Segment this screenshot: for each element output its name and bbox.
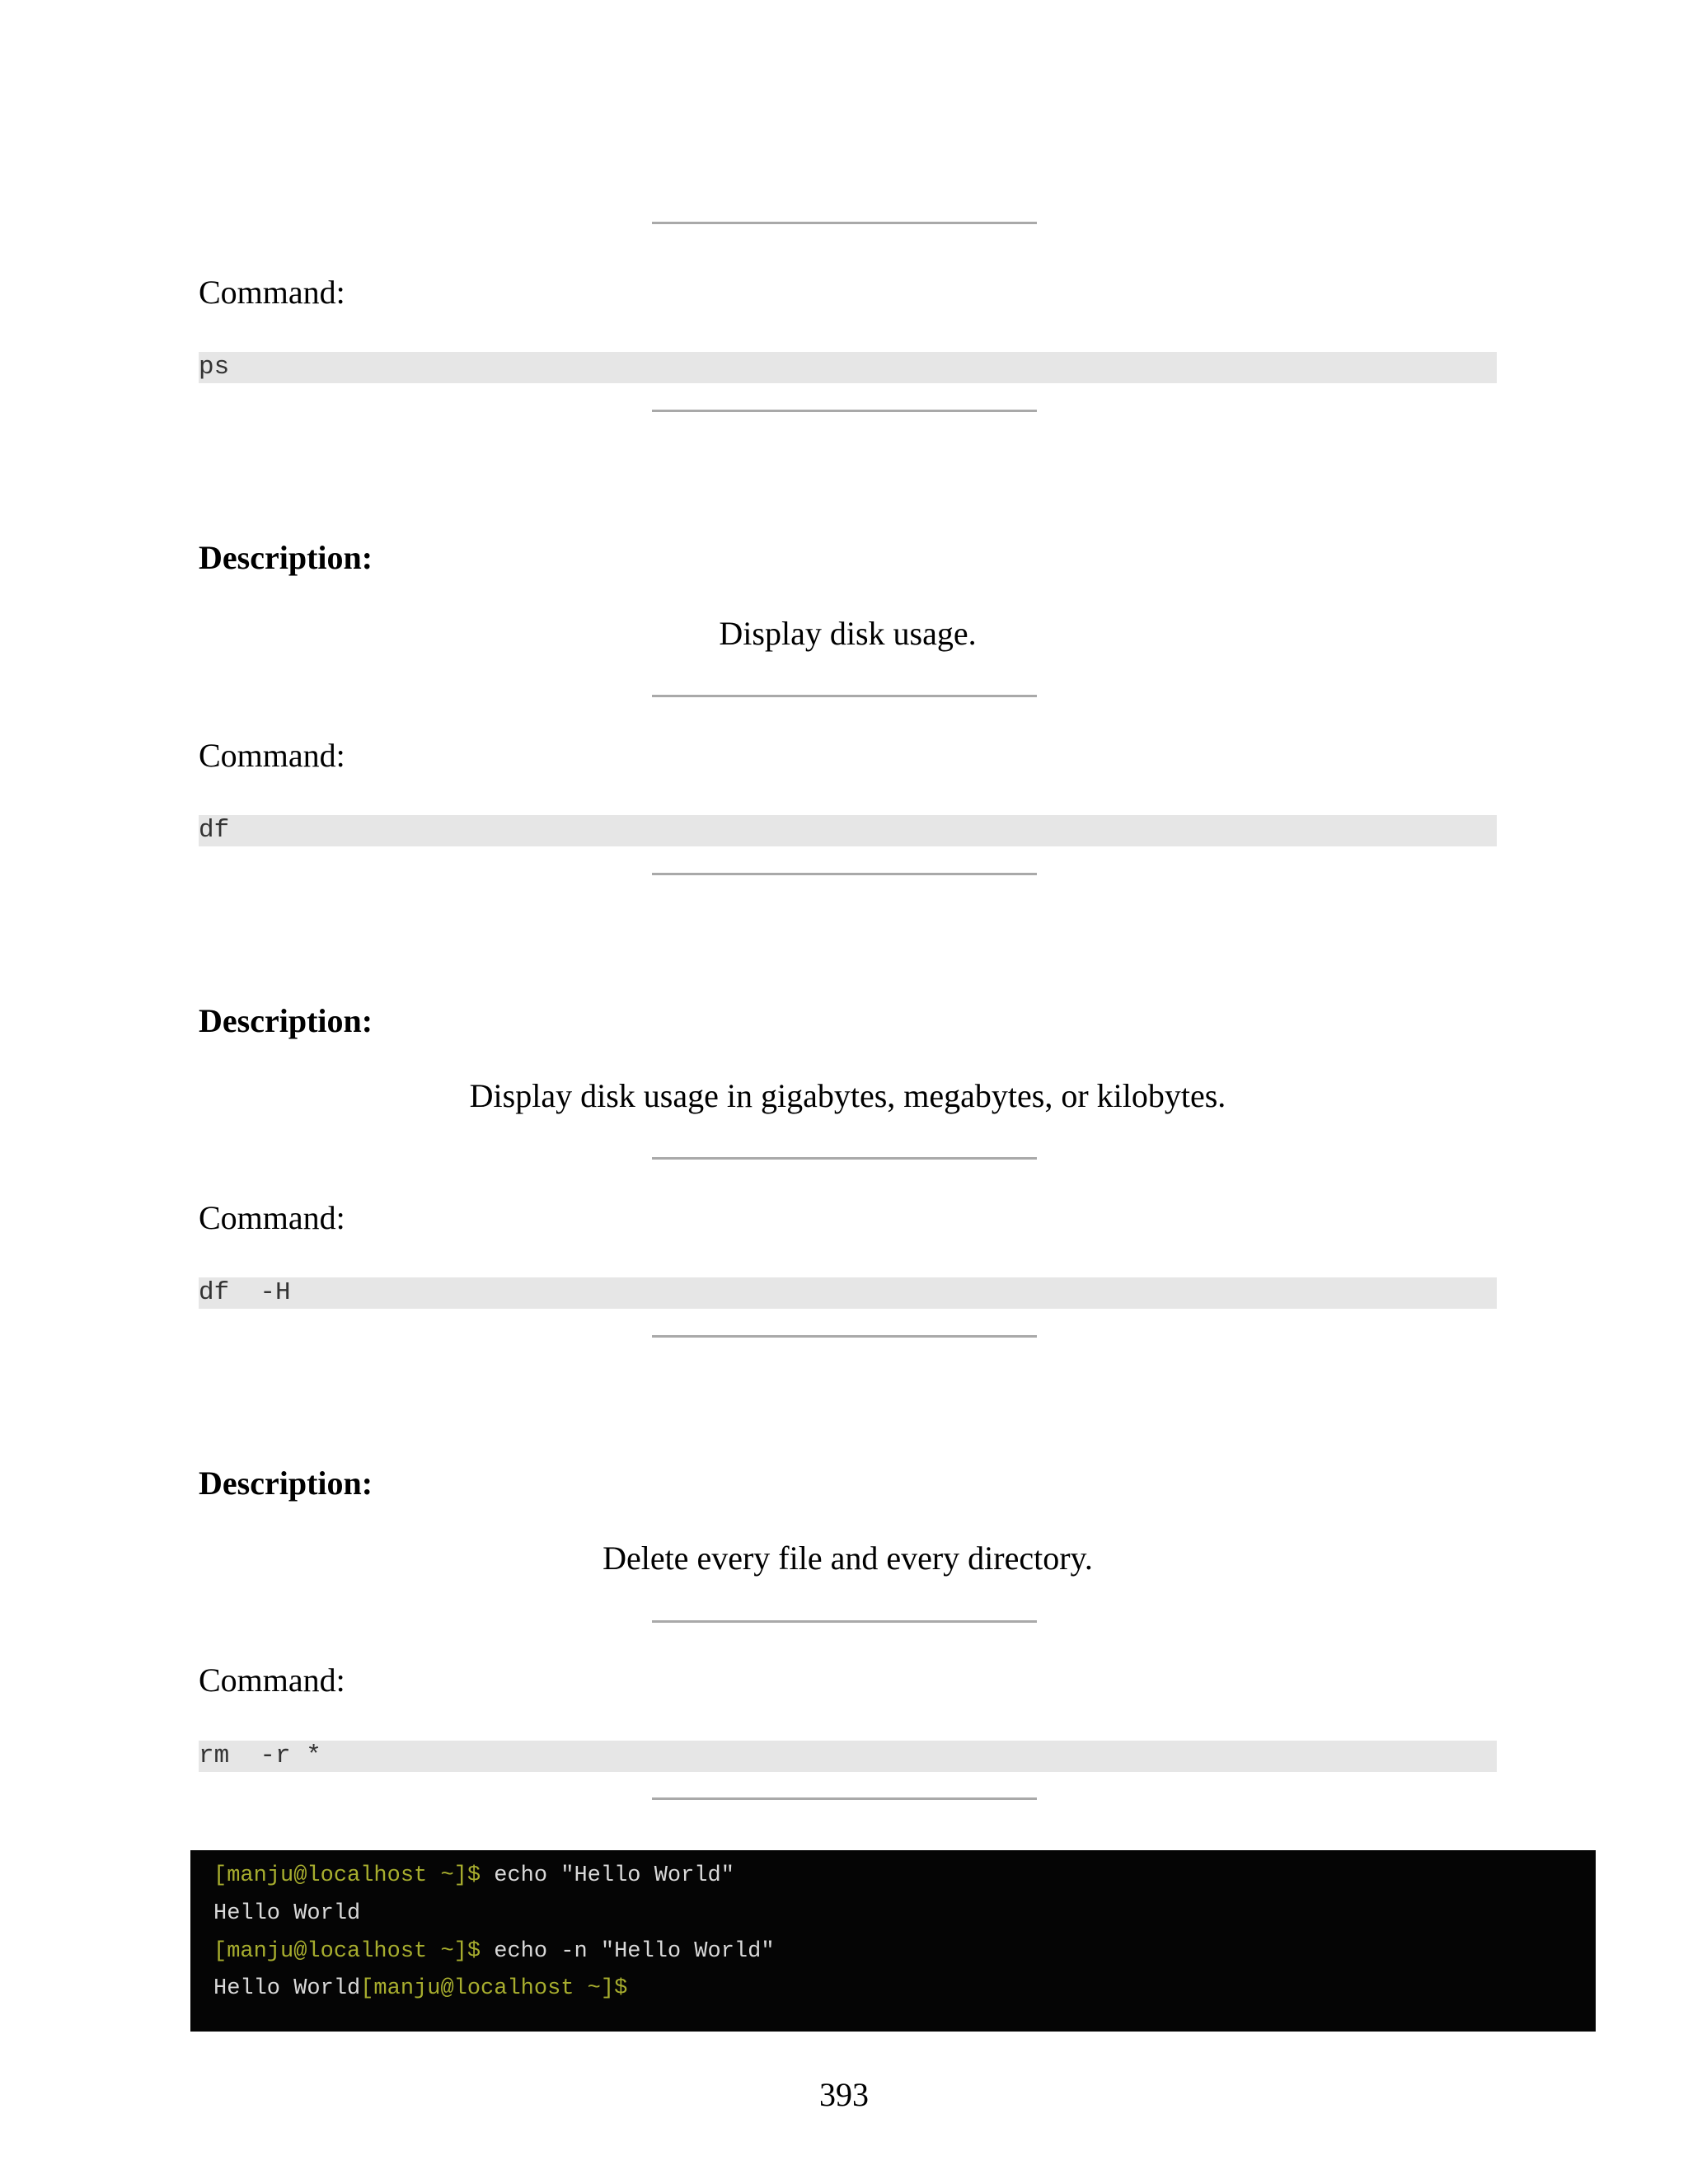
command-text: df bbox=[199, 816, 230, 845]
section-divider bbox=[652, 1157, 1037, 1160]
description-text: Delete every file and every directory. bbox=[603, 1540, 1093, 1577]
section-divider bbox=[652, 1620, 1037, 1623]
command-code-block bbox=[199, 352, 1497, 383]
section-divider bbox=[652, 695, 1037, 697]
terminal-line bbox=[213, 1938, 775, 1966]
description-label: Description: bbox=[199, 1465, 373, 1502]
terminal-prompt: [manju@localhost ~]$ bbox=[213, 1939, 495, 1964]
description-text: Display disk usage in gigabytes, megabytes, or kilobytes. bbox=[469, 1077, 1226, 1114]
command-code-block bbox=[199, 1277, 1497, 1309]
command-text: rm -r * bbox=[199, 1741, 321, 1770]
page-number: 393 bbox=[819, 2076, 869, 2113]
command-label: Command: bbox=[199, 737, 345, 774]
command-label: Command: bbox=[199, 274, 345, 311]
description-label: Description: bbox=[199, 539, 373, 576]
terminal-prompt: [manju@localhost ~]$ bbox=[360, 1976, 628, 2001]
terminal-command: echo "Hello World" bbox=[494, 1863, 734, 1888]
command-label: Command: bbox=[199, 1199, 345, 1236]
terminal-output: Hello World bbox=[213, 1901, 361, 1926]
terminal-line bbox=[213, 1862, 734, 1890]
terminal-output: Hello World bbox=[213, 1976, 361, 2001]
section-divider bbox=[652, 410, 1037, 412]
section-divider bbox=[652, 873, 1037, 875]
command-code-block bbox=[199, 1741, 1497, 1772]
section-divider bbox=[652, 222, 1037, 224]
terminal-screenshot bbox=[190, 1850, 1596, 2032]
command-text: ps bbox=[199, 353, 230, 382]
description-label: Description: bbox=[199, 1002, 373, 1039]
terminal-command: echo -n "Hello World" bbox=[494, 1939, 775, 1964]
terminal-prompt: [manju@localhost ~]$ bbox=[213, 1863, 495, 1888]
description-text: Display disk usage. bbox=[719, 615, 977, 652]
command-label: Command: bbox=[199, 1661, 345, 1699]
section-divider bbox=[652, 1335, 1037, 1338]
command-text: df -H bbox=[199, 1278, 291, 1307]
terminal-line bbox=[213, 1975, 627, 2003]
section-divider bbox=[652, 1797, 1037, 1800]
terminal-line bbox=[213, 1900, 360, 1928]
command-code-block bbox=[199, 815, 1497, 846]
